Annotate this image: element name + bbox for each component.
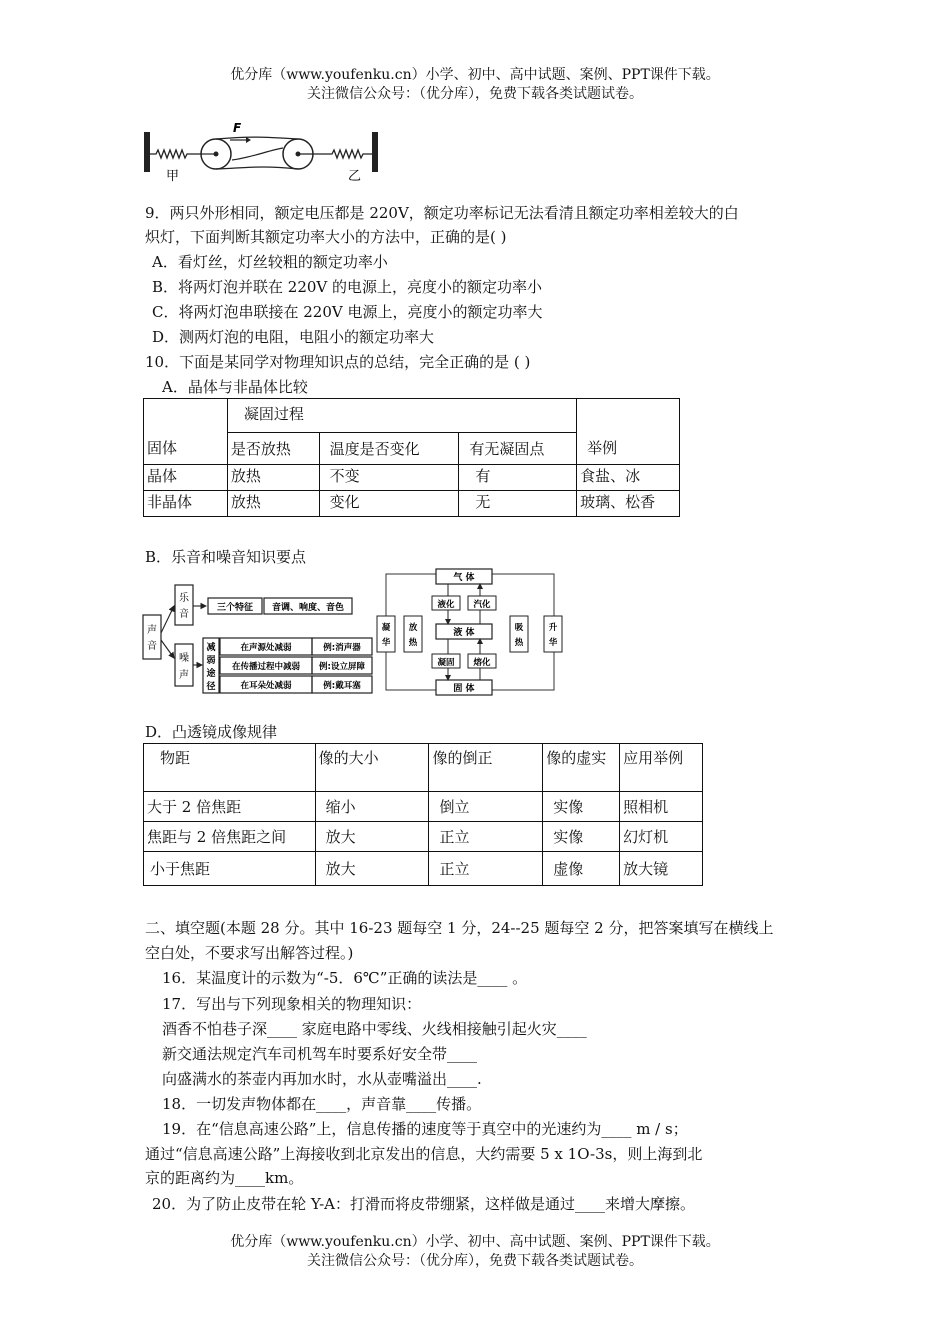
force-label: F xyxy=(233,121,242,135)
deposit-box xyxy=(377,616,395,652)
q19-line-c: 京的距离约为____km。 xyxy=(145,1169,304,1187)
liquefy-box xyxy=(432,596,460,610)
table-row xyxy=(144,852,703,886)
q9-stem-line-1: 9．两只外形相同，额定电压都是 220V，额定功率标记无法看清且额定功率相差较大的白 xyxy=(145,204,739,222)
q17: 17．写出与下列现象相关的物理知识： xyxy=(162,995,422,1013)
method-2-example: 例:设立屏障 xyxy=(319,662,365,672)
q17-line-a: 酒香不怕巷子深____ 家庭电路中零线、火线相接触引起火灾____ xyxy=(162,1020,587,1038)
right-wall xyxy=(372,132,378,172)
reduce-method-1 xyxy=(220,638,372,655)
solidify-box xyxy=(432,654,460,668)
header-image-type: 像的虚实 xyxy=(543,744,620,792)
header-temp-change: 温度是否变化 xyxy=(319,433,459,465)
belt xyxy=(216,137,298,169)
q17-line-c: 向盛满水的茶壶内再加水时，水从壶嘴溢出____. xyxy=(162,1070,482,1088)
left-spring xyxy=(150,150,202,158)
header-image-orientation: 像的倒正 xyxy=(429,744,543,792)
q20: 20．为了防止皮带在轮 Y-A：打滑而将皮带绷紧，这样做是通过____来增大摩擦。 xyxy=(152,1195,696,1213)
q18: 18．一切发声物体都在____，声音靠____传播。 xyxy=(162,1095,482,1113)
cell: 放大 xyxy=(315,822,429,852)
music-char-2: 音 xyxy=(179,609,189,620)
gas-box xyxy=(436,569,492,584)
cell: 放热 xyxy=(227,465,319,491)
q10-option-b-title: B．乐音和噪音知识要点 xyxy=(145,548,307,566)
sublime-char-2: 华 xyxy=(548,638,558,648)
liquid-box xyxy=(436,624,492,639)
q9-option-a: A．看灯丝，灯丝较粗的额定功率小 xyxy=(152,253,388,271)
q9-option-d: D．测两灯泡的电阻，电阻小的额定功率大 xyxy=(152,328,435,346)
vaporize-box xyxy=(468,596,496,610)
convex-lens-table xyxy=(143,743,703,886)
music-box xyxy=(175,585,193,625)
states-of-matter-diagram xyxy=(372,566,568,698)
cell: 大于 2 倍焦距 xyxy=(144,792,316,822)
q19-line-a: 19．在“信息高速公路”上，信息传播的速度等于真空中的光速约为____ m / s； xyxy=(162,1120,688,1138)
header-solidification-process: 凝固过程 xyxy=(227,399,576,433)
q17-line-b: 新交通法规定汽车司机驾车时要系好安全带____ xyxy=(162,1045,478,1063)
reduce-char-3: 途 xyxy=(206,669,216,679)
method-3-example: 例:戴耳塞 xyxy=(323,681,361,691)
q9-option-c: C．将两灯泡串联接在 220V 电源上，亮度小的额定功率大 xyxy=(152,303,543,321)
reduce-box xyxy=(203,638,219,693)
q10-option-d-title: D．凸透镜成像规律 xyxy=(145,723,278,741)
cell: 焦距与 2 倍焦距之间 xyxy=(144,822,316,852)
cell: 无 xyxy=(459,491,577,517)
melt-label: 熔化 xyxy=(473,658,491,668)
footer-line-1: 优分库（www.youfenku.cn）小学、初中、高中试题、案例、PPT课件下载。 xyxy=(230,1234,720,1250)
header-object-distance: 物距 xyxy=(144,744,316,792)
deposit-char-2: 华 xyxy=(381,638,391,648)
q10-option-a-title: A．晶体与非晶体比较 xyxy=(162,378,308,396)
table-row xyxy=(144,792,703,822)
cell: 实像 xyxy=(543,822,620,852)
sound-char-1: 声 xyxy=(147,625,157,636)
method-1-label: 在声源处减弱 xyxy=(240,643,292,653)
q16: 16．某温度计的示数为“-5．6℃”正确的读法是____ 。 xyxy=(162,969,528,987)
header-solidification-point: 有无凝固点 xyxy=(459,433,577,465)
three-features-label: 三个特征 xyxy=(216,603,254,613)
pulley-spring-figure xyxy=(140,120,385,186)
cell: 放大 xyxy=(315,852,429,886)
music-noise-diagram xyxy=(140,578,380,696)
cell: 变化 xyxy=(319,491,459,517)
reduce-char-2: 弱 xyxy=(206,656,216,666)
absorb-char-1: 吸 xyxy=(514,623,524,633)
header-releases-heat: 是否放热 xyxy=(227,433,319,465)
reduce-method-2 xyxy=(220,657,372,674)
cell: 有 xyxy=(459,465,577,491)
q9-option-b: B．将两灯泡并联在 220V 的电源上，亮度小的额定功率小 xyxy=(152,278,543,296)
music-char-1: 乐 xyxy=(179,593,189,604)
features-box xyxy=(264,598,352,614)
liquefy-label: 液化 xyxy=(437,600,455,610)
release-char-2: 热 xyxy=(408,638,418,648)
footer-line-2: 关注微信公众号：（优分库），免费下载各类试题试卷。 xyxy=(307,1253,643,1269)
noise-char-2: 声 xyxy=(179,670,189,681)
sound-box xyxy=(143,615,161,659)
table-row xyxy=(144,491,680,517)
sublime-char-1: 升 xyxy=(548,623,558,633)
q9-stem-line-2: 炽灯，下面判断其额定功率大小的方法中，正确的是( ) xyxy=(145,228,507,246)
solidify-label: 凝固 xyxy=(437,658,455,668)
table-row xyxy=(144,465,680,491)
header-application: 应用举例 xyxy=(620,744,703,792)
cell: 虚像 xyxy=(543,852,620,886)
left-wall xyxy=(144,132,150,172)
method-2-label: 在传播过程中减弱 xyxy=(231,662,301,672)
vaporize-label: 汽化 xyxy=(473,600,491,610)
right-pulley xyxy=(283,139,320,169)
method-3-label: 在耳朵处减弱 xyxy=(240,681,292,691)
cell: 小于焦距 xyxy=(144,852,316,886)
header-example: 举例 xyxy=(577,399,680,465)
header-solid: 固体 xyxy=(144,399,228,465)
label-yi: 乙 xyxy=(348,169,362,184)
cell: 正立 xyxy=(429,852,543,886)
label-jia: 甲 xyxy=(166,169,180,184)
arrow-to-noise xyxy=(161,640,174,658)
method-1-example: 例:消声器 xyxy=(323,643,361,653)
noise-box xyxy=(175,644,193,686)
melt-box xyxy=(468,654,496,668)
absorb-heat-box xyxy=(510,616,528,652)
cell: 玻璃、松香 xyxy=(577,491,680,517)
table-row xyxy=(144,822,703,852)
three-features-box xyxy=(208,598,262,614)
release-heat-box xyxy=(404,616,422,652)
header-image-size: 像的大小 xyxy=(315,744,429,792)
crystal-comparison-table xyxy=(143,398,680,517)
cell: 放大镜 xyxy=(620,852,703,886)
cell: 缩小 xyxy=(315,792,429,822)
cell: 食盐、冰 xyxy=(577,465,680,491)
cell: 放热 xyxy=(227,491,319,517)
release-char-1: 放 xyxy=(408,623,418,633)
cell: 实像 xyxy=(543,792,620,822)
cell: 不变 xyxy=(319,465,459,491)
header-line-2: 关注微信公众号：（优分库），免费下载各类试题试卷。 xyxy=(307,86,643,102)
table-header-row xyxy=(144,744,703,792)
cell: 晶体 xyxy=(144,465,228,491)
sound-char-2: 音 xyxy=(147,641,157,652)
liquid-label: 液 体 xyxy=(453,628,475,638)
cell: 倒立 xyxy=(429,792,543,822)
absorb-char-2: 热 xyxy=(514,638,524,648)
noise-char-1: 噪 xyxy=(179,653,189,664)
cell: 正立 xyxy=(429,822,543,852)
right-spring xyxy=(320,150,372,158)
header-line-1: 优分库（www.youfenku.cn）小学、初中、高中试题、案例、PPT课件下载。 xyxy=(230,67,720,83)
features-label: 音调、响度、音色 xyxy=(271,603,345,613)
left-pulley xyxy=(201,139,231,169)
arrow-to-music xyxy=(161,606,174,633)
sublime-box xyxy=(544,616,562,652)
cell: 幻灯机 xyxy=(620,822,703,852)
reduce-method-3 xyxy=(220,676,372,693)
section2-intro-line-2: 空白处，不要求写出解答过程。) xyxy=(145,944,354,962)
q10-stem: 10．下面是某同学对物理知识点的总结，完全正确的是 ( ) xyxy=(145,353,531,371)
cell: 照相机 xyxy=(620,792,703,822)
cell: 非晶体 xyxy=(144,491,228,517)
reduce-char-1: 减 xyxy=(206,643,216,653)
solid-box xyxy=(436,680,492,695)
q19-line-b: 通过“信息高速公路”上海接收到北京发出的信息，大约需要 5 x 1O-3s，则上海到北 xyxy=(145,1145,703,1163)
solid-label: 固 体 xyxy=(453,684,475,694)
deposit-char-1: 凝 xyxy=(381,623,391,633)
gas-label: 气 体 xyxy=(453,573,475,583)
reduce-char-4: 径 xyxy=(206,682,216,692)
section2-intro-line-1: 二、填空题(本题 28 分。其中 16-23 题每空 1 分，24--25 题每空 2 分，把答案填写在横线上 xyxy=(145,919,774,937)
